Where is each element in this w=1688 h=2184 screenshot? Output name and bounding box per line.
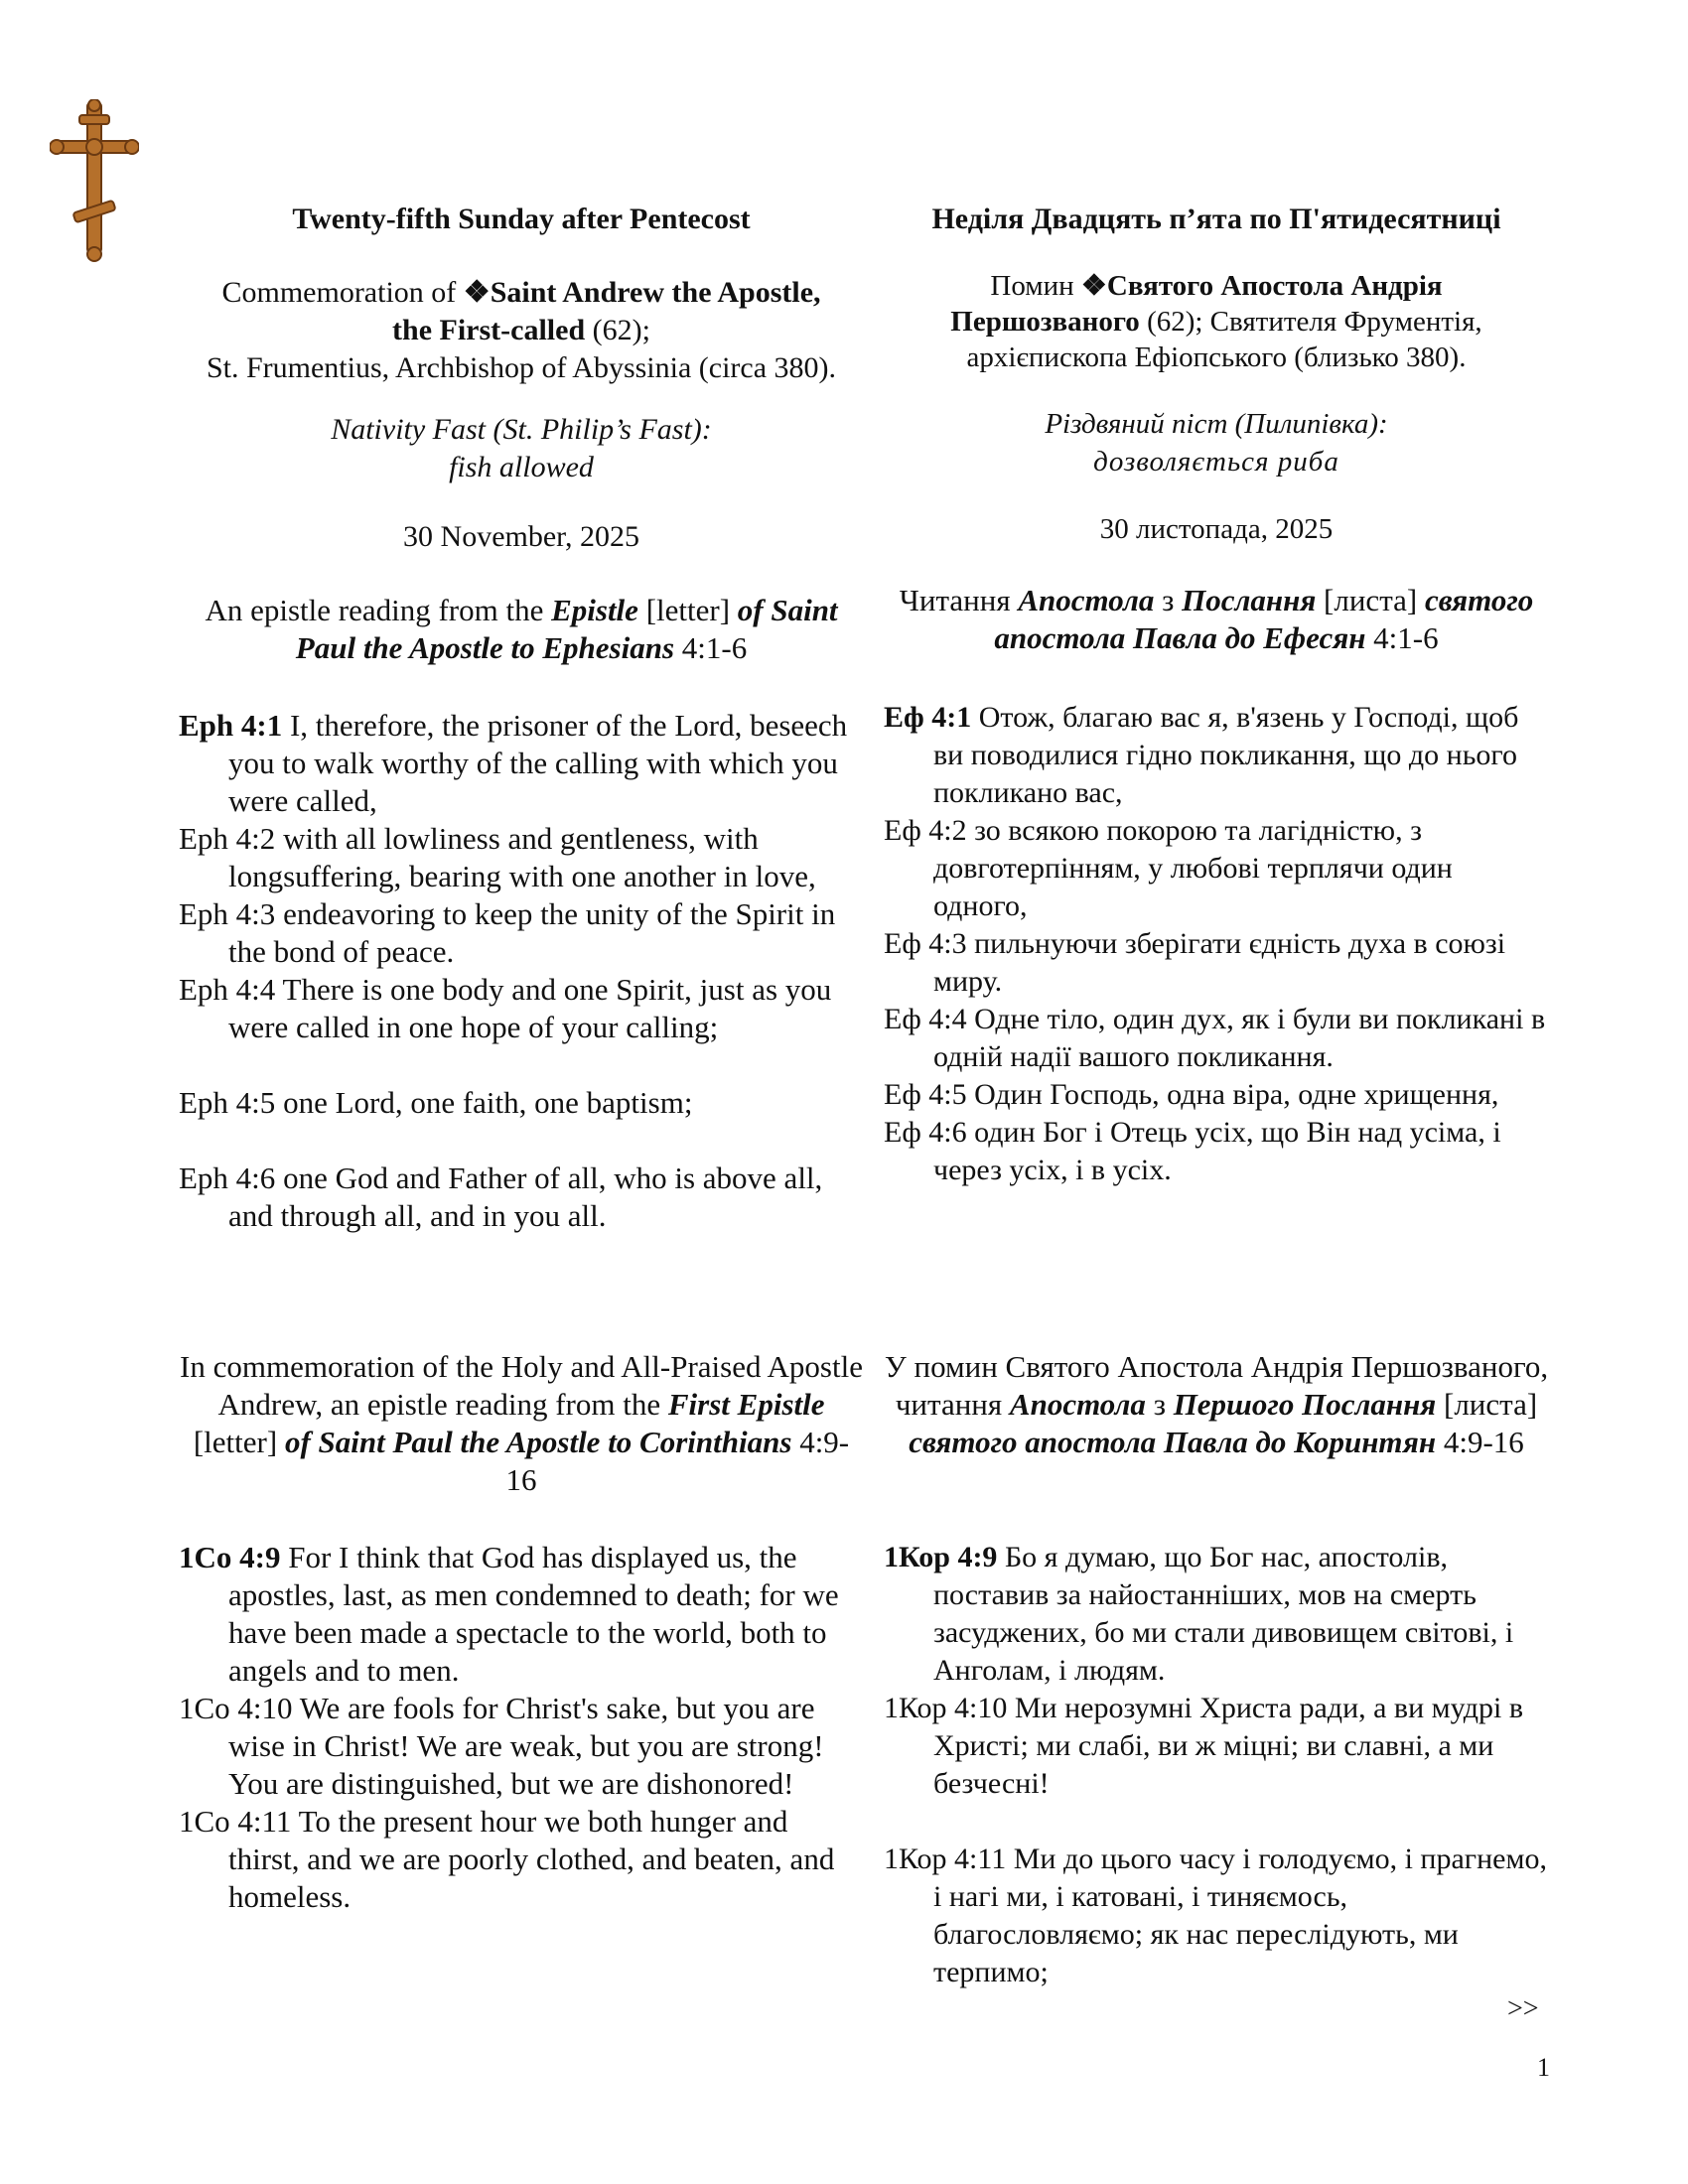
uk-fast-line1: Різдвяний піст (Пилипівка): xyxy=(1045,408,1388,440)
verse-text: one God and Father of all, who is above all, and through all, and in you all. xyxy=(228,1160,823,1233)
verse-en-1-4 xyxy=(179,971,864,1046)
uk-ep1-bi3: святого апостола Павла до Ефесян xyxy=(994,583,1534,655)
verse-text: To the present hour we both hunger and thirst, and we are poorly clothed, and beaten, and homeless. xyxy=(228,1804,835,1914)
en-ep1-bi2: of Saint Paul the Apostle to Ephesians xyxy=(295,593,838,665)
verse-ref: Еф 4:5 xyxy=(884,1078,967,1111)
verse-uk-2-1 xyxy=(884,1539,1549,1690)
uk-ep1-bi1: Апостола xyxy=(1018,583,1155,617)
uk-commem-bold: Святого Апостола Андрія Першозваного xyxy=(950,270,1443,338)
verse-text: There is one body and one Spirit, just as you were called in one hope of your calling; xyxy=(228,972,832,1044)
uk-epistle2-heading xyxy=(884,1348,1549,1461)
en-ep1-ref: 4:1-6 xyxy=(674,630,748,665)
en-ep2-bi1: First Epistle xyxy=(667,1387,825,1422)
verse-text: one Lord, one faith, one baptism; xyxy=(283,1085,693,1120)
verse-text: Одне тіло, один дух, як і були ви покликані в одній надії вашого покликання. xyxy=(933,1003,1546,1073)
uk-fast xyxy=(884,405,1549,480)
verse-text: Один Господь, одна віра, одне хрищення, xyxy=(974,1078,1499,1111)
uk-ep2-mid1: з xyxy=(1145,1387,1174,1422)
verse-text: Ми до цього часу і голодуємо, і прагнемо, і нагі ми, і катовані, і тиняємось, благословляємо; як нас переслідують, ми терпимо; xyxy=(933,1843,1547,1988)
verse-en-2-2 xyxy=(179,1690,864,1803)
verse-uk-2-2 xyxy=(884,1690,1549,1803)
en-commemoration xyxy=(179,274,864,387)
verse-text: зо всякою покорою та лагідністю, з довготерпінням, у любові терплячи один одного, xyxy=(933,814,1453,922)
uk-verses1 xyxy=(884,699,1549,1189)
orthodox-cross-svg xyxy=(50,99,139,263)
verse-text: For I think that God has displayed us, the apostles, last, as men condemned to death; for we have been made a spectacle to the world, both to angels and to men. xyxy=(228,1540,839,1688)
en-ep2-ref: 4:9-16 xyxy=(505,1425,850,1497)
en-fast-line1: Nativity Fast (St. Philip’s Fast): xyxy=(331,413,712,446)
uk-commem-prefix: Помин xyxy=(990,270,1081,302)
verse-text: We are fools for Christ's sake, but you are wise in Christ! We are weak, but you are strong! You are distinguished, but we are dishonored! xyxy=(228,1691,824,1801)
verse-text: I, therefore, the prisoner of the Lord, beseech you to walk worthy of the calling with which you were called, xyxy=(228,708,848,818)
verse-ref: Eph 4:4 xyxy=(179,972,276,1007)
verse-ref: 1Co 4:9 xyxy=(179,1540,281,1574)
verse-text: Ми нерозумні Христа ради, а ви мудрі в Христі; ми слабі, ви ж міцні; ви славні, а ми безчесні! xyxy=(933,1692,1524,1800)
uk-title: Неділя Двадцять п’ята по П'ятидесятниці xyxy=(931,203,1501,235)
uk-ep2-bi3: святого апостола Павла до Коринтян xyxy=(909,1425,1437,1459)
verse-text: with all lowliness and gentleness, with longsuffering, bearing with one another in love, xyxy=(228,821,816,893)
en-commem-prefix: Commemoration of xyxy=(221,276,464,309)
uk-date: 30 листопада, 2025 xyxy=(1099,513,1334,545)
uk-commem-marker-icon: ❖ xyxy=(1080,270,1107,302)
verse-uk-2-3 xyxy=(884,1841,1549,1991)
en-ep1-bi1: Epistle xyxy=(551,593,638,627)
orthodox-cross-icon xyxy=(50,99,139,263)
verse-ref: 1Кор 4:9 xyxy=(884,1541,998,1573)
en-commem-bold: Saint Andrew the Apostle, the First-called xyxy=(392,276,821,346)
uk-ep2-bi2: Першого Послання xyxy=(1173,1387,1437,1422)
en-epistle2-heading xyxy=(179,1348,864,1499)
en-fast xyxy=(179,411,864,486)
verse-ref: Eph 4:3 xyxy=(179,896,276,931)
en-verses1 xyxy=(179,707,864,1235)
uk-ep1-mid: [листа] xyxy=(1316,583,1425,617)
en-commem-line3: St. Frumentius, Archbishop of Abyssinia (circa 380). xyxy=(206,351,837,384)
verse-ref: 1Co 4:10 xyxy=(179,1691,293,1725)
page-number: 1 xyxy=(1537,2053,1550,2082)
verse-en-1-3 xyxy=(179,895,864,971)
verse-ref: Еф 4:2 xyxy=(884,814,967,847)
uk-epistle1-heading xyxy=(884,582,1549,657)
verse-ref: Еф 4:6 xyxy=(884,1116,967,1149)
verse-text: пильнуючи зберігати єдність духа в союзі миру. xyxy=(933,927,1506,998)
uk-commemoration xyxy=(884,268,1549,375)
uk-ep1-mid1: з xyxy=(1154,583,1183,617)
uk-ep1-bi2: Послання xyxy=(1182,583,1317,617)
en-ep1-pre: An epistle reading from the xyxy=(205,593,552,627)
verse-text: Отож, благаю вас я, в'язень у Господі, щоб ви поводилися гідно покликання, що до нього покликано вас, xyxy=(933,701,1519,809)
uk-ep1-pre: Читання xyxy=(899,583,1019,617)
verse-en-2-3 xyxy=(179,1803,864,1916)
verse-ref: Eph 4:1 xyxy=(179,708,283,743)
verse-text: endeavoring to keep the unity of the Spirit in the bond of peace. xyxy=(228,896,836,969)
en-date: 30 November, 2025 xyxy=(403,520,639,553)
verse-ref: Еф 4:3 xyxy=(884,927,967,960)
verse-text: один Бог і Отець усіх, що Він над усіма, і через усіх, і в усіх. xyxy=(933,1116,1501,1186)
en-ep2-pre: In commemoration of the Holy and All-Praised Apostle Andrew, an epistle reading from the xyxy=(180,1349,863,1422)
verse-en-1-6 xyxy=(179,1160,864,1235)
uk-ep1-ref: 4:1-6 xyxy=(1365,620,1439,655)
verse-text: Бо я думаю, що Бог нас, апостолів, поставив за найостанніших, мов на смерть засуджених, бо ми стали дивовищем світові, і Анголам, і людям. xyxy=(933,1541,1514,1687)
verse-ref: Eph 4:6 xyxy=(179,1160,276,1195)
continued-marker: >> xyxy=(1507,1993,1539,2024)
verse-uk-1-5 xyxy=(884,1076,1549,1114)
en-ep1-mid: [letter] xyxy=(637,593,738,627)
verse-uk-1-1 xyxy=(884,699,1549,812)
en-title: Twenty-fifth Sunday after Pentecost xyxy=(292,203,751,235)
verse-en-1-2 xyxy=(179,820,864,895)
uk-ep2-mid: [листа] xyxy=(1436,1387,1538,1422)
uk-verses2 xyxy=(884,1539,1549,1991)
uk-ep2-bi1: Апостола xyxy=(1009,1387,1146,1422)
uk-fast-line2: дозволяється риба xyxy=(1093,446,1339,478)
uk-commem-line3: архієпископа Ефіопського (близько 380). xyxy=(966,341,1467,373)
verse-ref: 1Кор 4:10 xyxy=(884,1692,1008,1724)
en-ep2-mid: [letter] xyxy=(193,1425,285,1459)
en-commem-marker-icon: ❖ xyxy=(463,276,491,309)
uk-ep2-pre: У помин Святого Апостола Андрія Першозваного, читання xyxy=(884,1349,1549,1422)
uk-commem-rest: (62); Святителя Фрументія, xyxy=(1139,306,1482,338)
verse-ref: 1Co 4:11 xyxy=(179,1804,292,1839)
verse-uk-1-6 xyxy=(884,1114,1549,1189)
verse-en-1-1 xyxy=(179,707,864,820)
en-verses2 xyxy=(179,1539,864,1916)
verse-ref: Eph 4:2 xyxy=(179,821,276,856)
verse-ref: Еф 4:4 xyxy=(884,1003,967,1035)
verse-ref: 1Кор 4:11 xyxy=(884,1843,1007,1875)
en-commem-rest: (62); xyxy=(585,314,650,346)
verse-en-1-5 xyxy=(179,1084,864,1122)
en-fast-line2: fish allowed xyxy=(449,451,594,483)
en-ep2-bi2: of Saint Paul the Apostle to Corinthians xyxy=(284,1425,792,1459)
verse-uk-1-2 xyxy=(884,812,1549,925)
verse-ref: Еф 4:1 xyxy=(884,701,972,734)
verse-ref: Eph 4:5 xyxy=(179,1085,276,1120)
en-epistle1-heading xyxy=(179,592,864,667)
verse-en-2-1 xyxy=(179,1539,864,1690)
verse-uk-1-3 xyxy=(884,925,1549,1001)
verse-uk-1-4 xyxy=(884,1001,1549,1076)
uk-ep2-ref: 4:9-16 xyxy=(1436,1425,1524,1459)
